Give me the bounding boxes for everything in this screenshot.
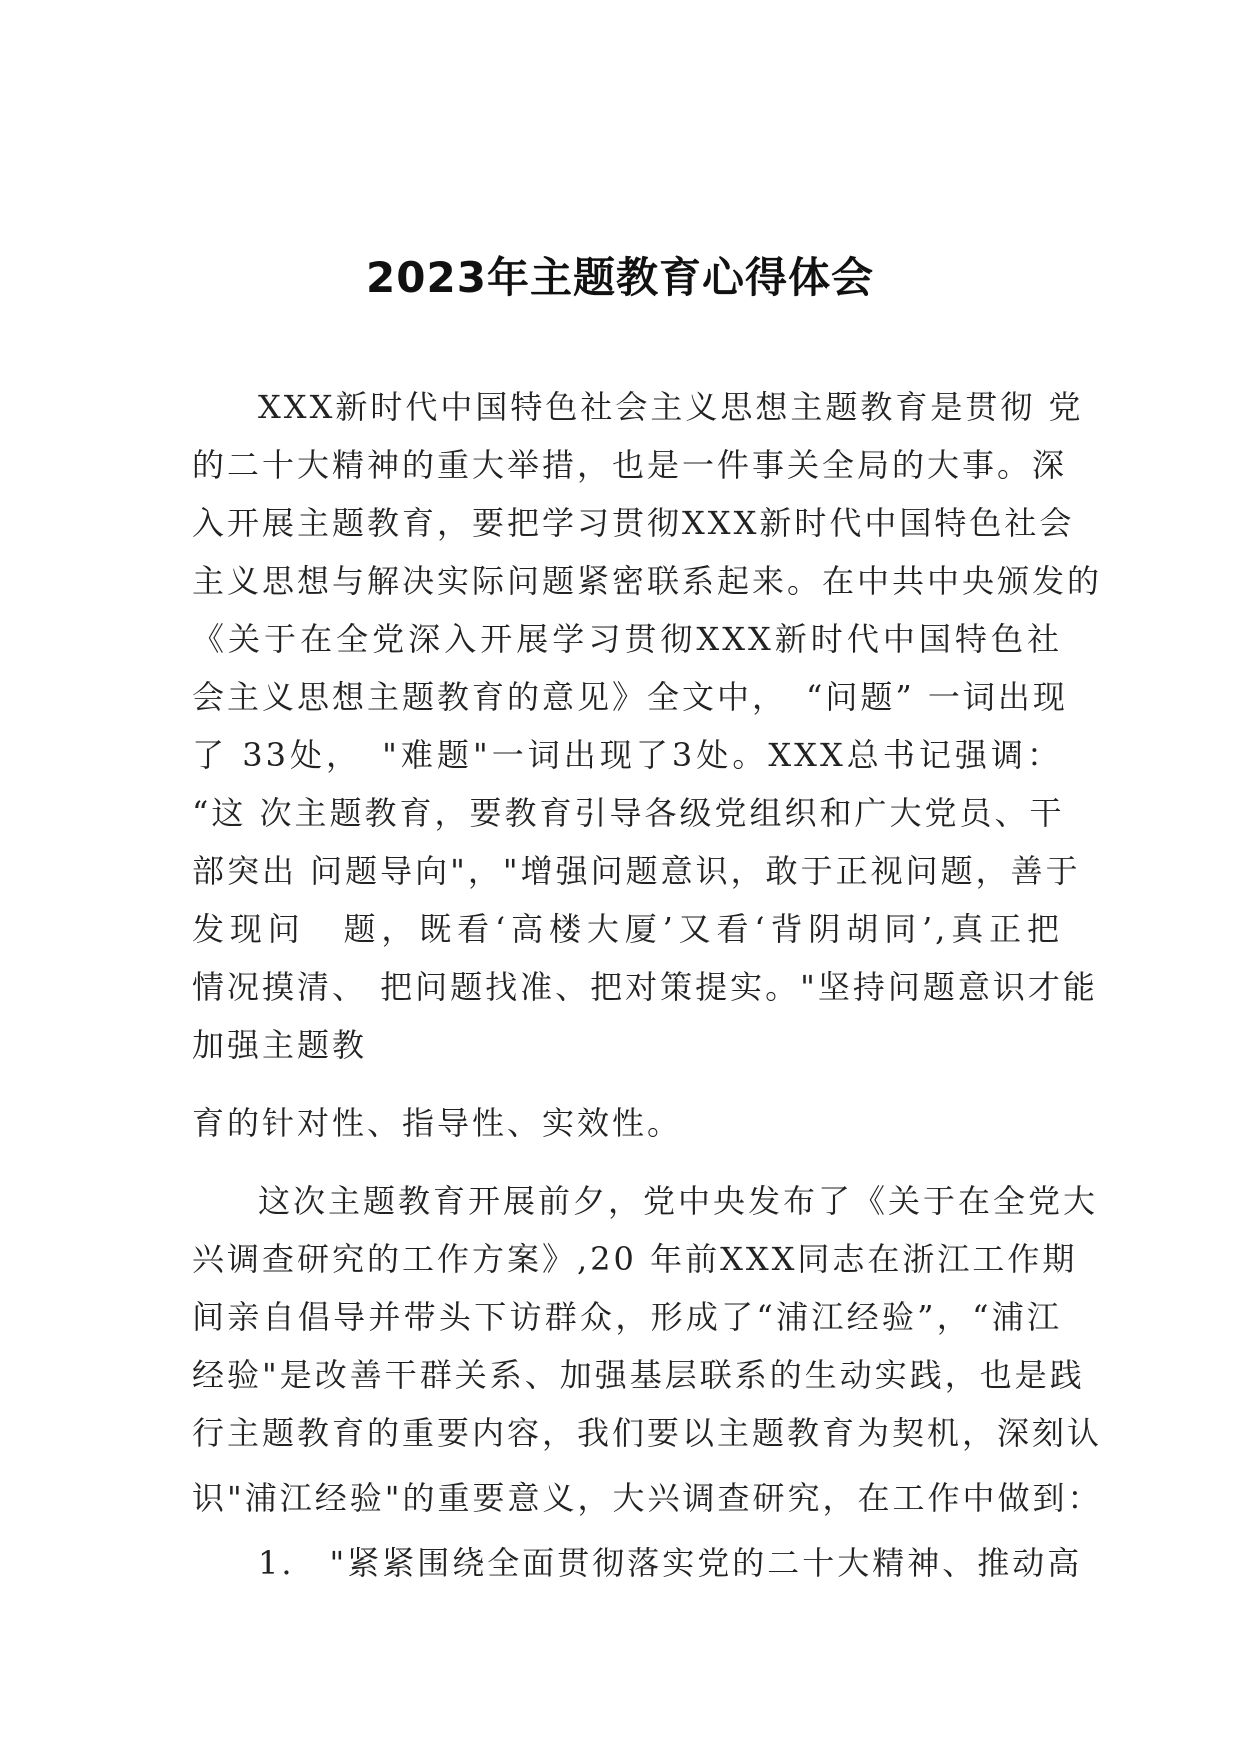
paragraph-line: 了 33处， "难题"一词出现了3处。XXX总书记强调： bbox=[192, 736, 1062, 774]
paragraph-line: 兴调查研究的工作方案》,20 年前XXX同志在浙江工作期 bbox=[192, 1240, 1078, 1278]
paragraph-line: 加强主题教 bbox=[192, 1026, 368, 1064]
paragraph-line: 识"浦江经验"的重要意义，大兴调查研究，在工作中做到： bbox=[192, 1479, 1103, 1517]
paragraph-line: 经验"是改善干群关系、加强基层联系的生动实践，也是践 bbox=[192, 1356, 1085, 1394]
paragraph-line: 育的针对性、指导性、实效性。 bbox=[192, 1104, 683, 1142]
paragraph-line: 的二十大精神的重大举措，也是一件事关全局的大事。深 bbox=[192, 446, 1068, 484]
paragraph-line: XXX新时代中国特色社会主义思想主题教育是贯彻 党 bbox=[258, 388, 1084, 426]
paragraph-line: 行主题教育的重要内容，我们要以主题教育为契机，深刻认 bbox=[192, 1414, 1103, 1452]
paragraph-line: “这 次主题教育，要教育引导各级党组织和广大党员、干 bbox=[192, 794, 1065, 832]
paragraph-line: 这次主题教育开展前夕，党中央发布了《关于在全党大 bbox=[258, 1182, 1099, 1220]
paragraph-line: 部突出 问题导向"，"增强问题意识，敢于正视问题，善于 bbox=[192, 852, 1081, 890]
list-item-line: 1. "紧紧围绕全面贯彻落实党的二十大精神、推动高 bbox=[258, 1544, 1083, 1582]
paragraph-line: 入开展主题教育，要把学习贯彻XXX新时代中国特色社会 bbox=[192, 504, 1075, 542]
paragraph-line: 《关于在全党深入开展学习贯彻XXX新时代中国特色社 bbox=[192, 620, 1062, 658]
document-title: 2023年主题教育心得体会 bbox=[366, 253, 874, 302]
paragraph-line: 情况摸清、 把问题找准、把对策提实。"坚持问题意识才能 bbox=[192, 968, 1098, 1006]
paragraph-line: 发现问 题，既看‘高楼大厦’又看‘背阴胡同’,真正把 bbox=[192, 910, 1062, 948]
paragraph-line: 间亲自倡导并带头下访群众，形成了“浦江经验”，“浦江 bbox=[192, 1298, 1062, 1336]
paragraph-line: 会主义思想主题教育的意见》全文中， “问题” 一词出现 bbox=[192, 678, 1068, 716]
paragraph-line: 主义思想与解决实际问题紧密联系起来。在中共中央颁发的 bbox=[192, 562, 1103, 600]
